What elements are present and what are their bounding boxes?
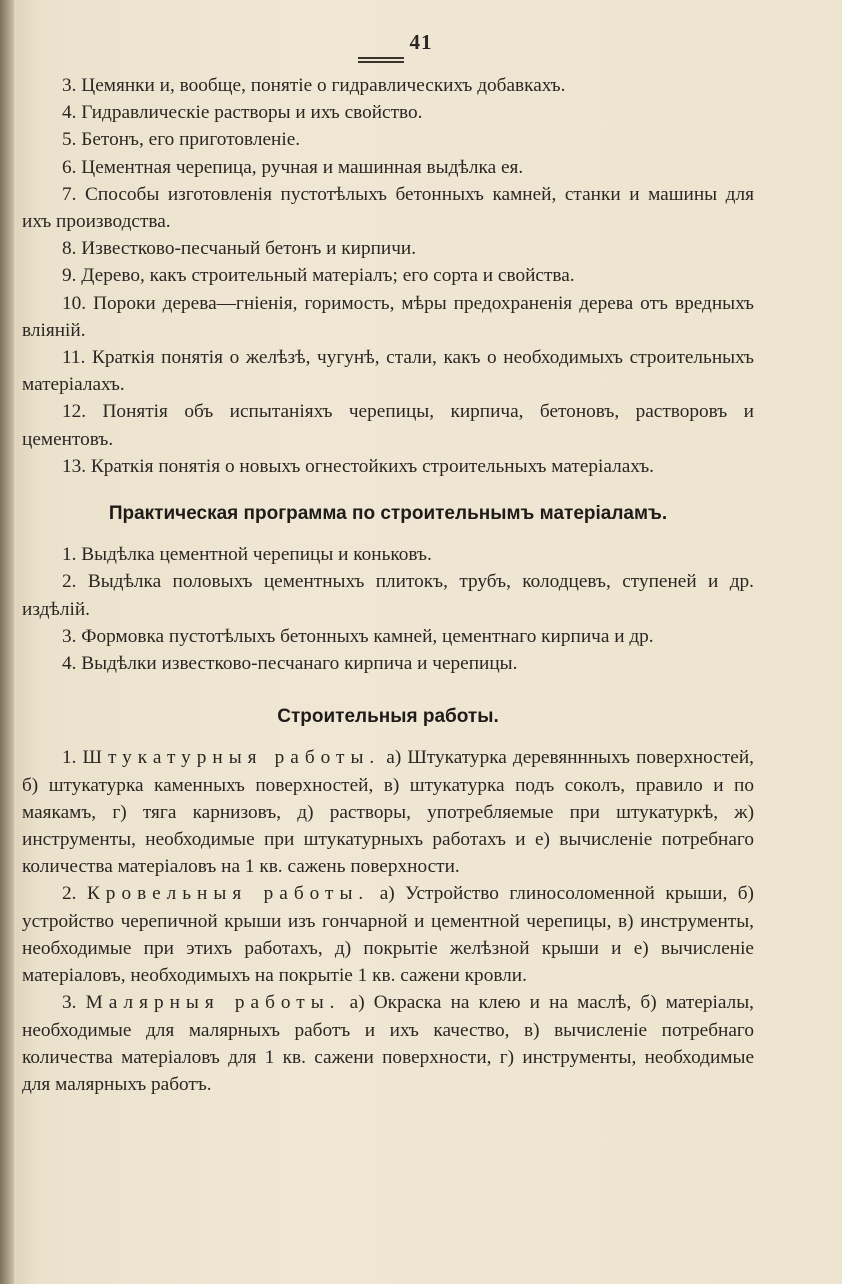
work-text: а) Штукатурка деревяннныхъ поверхностей, б) штукатурка каменныхъ поверхностей, в) штукатурка подъ соколъ, правило и по маякамъ, г) тяга карнизовъ, д) растворы, употребляемые при штукатуркѣ, ж) инструменты, необходимые при штукатурныхъ работахъ и е) вычисленіе потребнаго количества матеріаловъ на 1 кв. сажень поверхности. — [22, 747, 754, 878]
list-item: 3. Цемянки и, вообще, понятіе о гидравлическихъ добавкахъ. — [62, 75, 566, 96]
work-number: 2. — [62, 883, 77, 905]
list-item: 7. Способы изготовленія пустотѣлыхъ бетонныхъ камней, станки и машины для ихъ производства. — [22, 183, 754, 233]
work-number: 1. — [62, 747, 77, 769]
section-heading-works: Строительныя работы. — [277, 706, 499, 728]
list-item: 3. Формовка пустотѣлыхъ бетонныхъ камней, цементнаго кирпича и др. — [62, 625, 654, 647]
page-body — [22, 72, 754, 1098]
section-heading-practical: Практическая программа по строительнымъ матеріаламъ. — [108, 503, 668, 525]
page-number-rule — [358, 57, 404, 59]
list-item: 12. Понятія объ испытаніяхъ черепицы, кирпича, бетоновъ, растворовъ и цементовъ. — [22, 401, 754, 450]
list-item: 6. Цементная черепица, ручная и машинная выдѣлка ея. — [62, 156, 524, 178]
list-item: 5. Бетонъ, его приготовленіе. — [62, 129, 301, 151]
work-text: а) Окраска на клею и на маслѣ, б) матеріалы, необходимые для малярныхъ работъ и ихъ качество, в) вычисленіе потребнаго количества матеріаловъ для 1 кв. сажени поверхности, г) инструменты, необходимые для малярныхъ работъ. — [22, 992, 754, 1095]
work-text: а) Устройство глиносоломенной крыши, б) устройство черепичной крыши изъ гончарной и цементной черепицы, в) инструменты, необходимые при этихъ работахъ, д) покрытіе желѣзной крыши и е) вычисленіе матеріаловъ, необходимыхъ на покрытіе 1 кв. сажени кровли. — [22, 883, 754, 987]
list-item: 4. Выдѣлки известково-песчанаго кирпича и черепицы. — [62, 653, 518, 675]
page-number: 41 — [409, 30, 433, 54]
work-title: Штукатурныя работы. — [82, 747, 381, 769]
work-title: Малярныя работы. — [85, 992, 341, 1014]
page-binding-edge — [0, 0, 14, 1284]
work-item-painting — [22, 989, 754, 1098]
work-number: 3. — [62, 992, 77, 1014]
list-item: 10. Пороки дерева—гніенія, горимость, мѣры предохраненія дерева отъ вредныхъ вліяній. — [22, 292, 754, 341]
work-title: Кровельныя работы. — [86, 883, 370, 905]
list-item: 8. Известково-песчаный бетонъ и кирпичи. — [62, 238, 417, 260]
work-item-roofing — [22, 880, 754, 989]
list-item: 4. Гидравлическіе растворы и ихъ свойство. — [62, 102, 423, 124]
list-item: 9. Дерево, какъ строительный матеріалъ; его сорта и свойства. — [62, 265, 575, 287]
work-item-plaster — [22, 744, 754, 880]
page-number-rule — [358, 61, 404, 63]
list-item: 13. Краткія понятія о новыхъ огнестойкихъ строительныхъ матеріалахъ. — [62, 455, 654, 477]
list-item: 2. Выдѣлка половыхъ цементныхъ плитокъ, трубъ, колодцевъ, ступеней и др. издѣлій. — [22, 571, 754, 620]
list-item: 11. Краткія понятія о желѣзѣ, чугунѣ, стали, какъ о необходимыхъ строительныхъ матеріалахъ. — [22, 347, 754, 396]
list-item: 1. Выдѣлка цементной черепицы и коньковъ. — [62, 544, 432, 566]
